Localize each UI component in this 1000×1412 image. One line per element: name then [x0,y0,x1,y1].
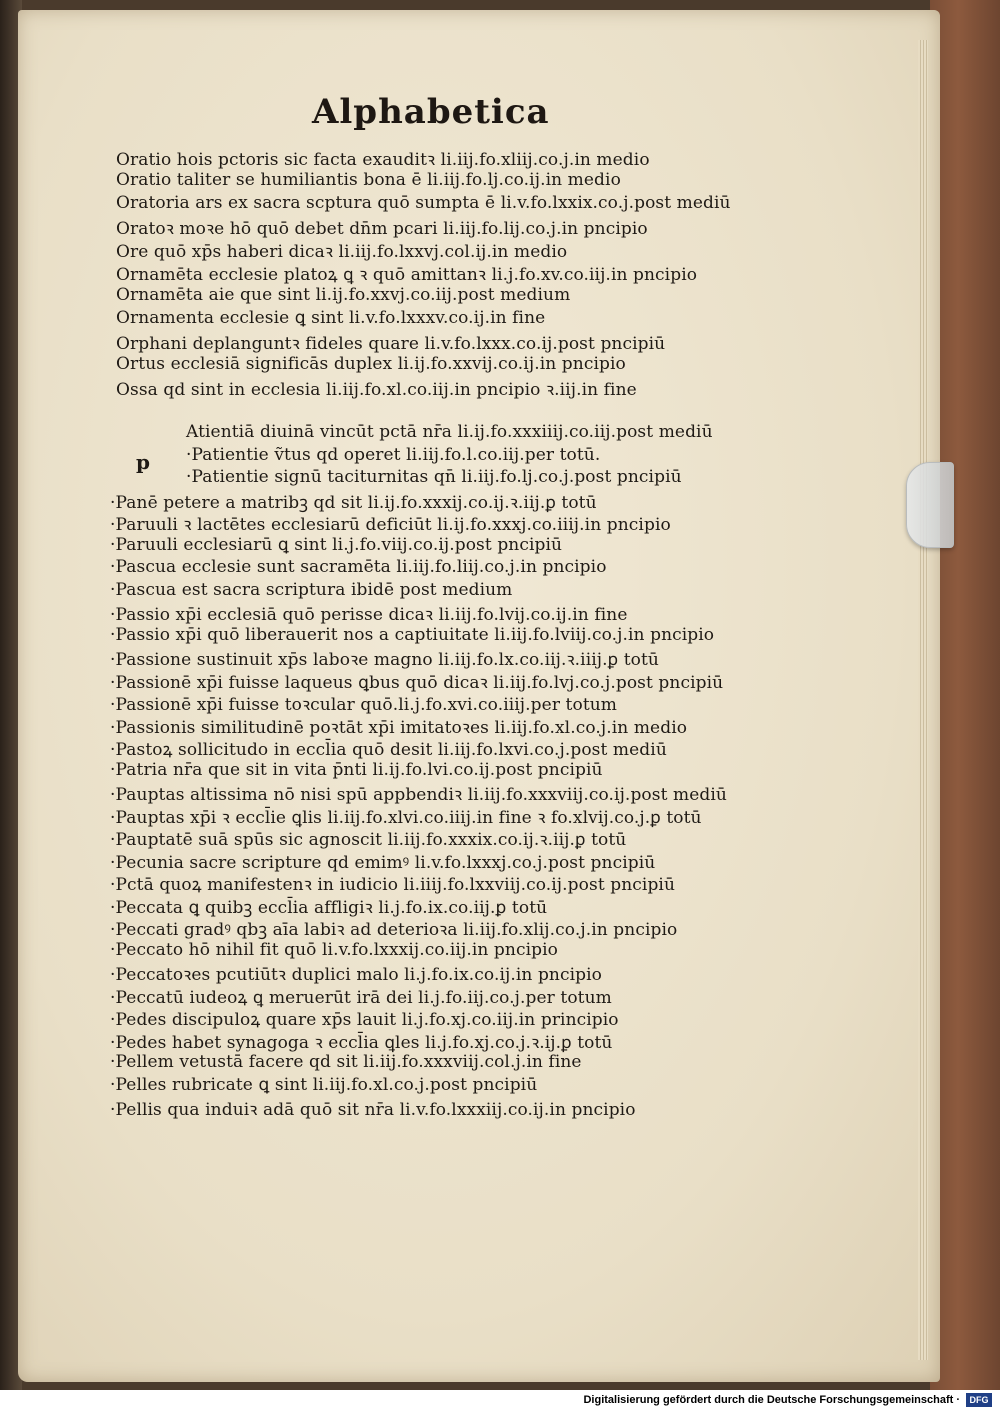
index-entry: ·Pauptas xp̄i ꝛ eccl̄ie ꝗlis li.iij.fo.xlvi.co.iiij.in fine ꝛ fo.xlvij.co.j.ꝑ totū [110,807,702,828]
index-entry: Oratoria ars ex sacra scptura quō sumpta ē li.v.fo.lxxix.co.j.post mediū [116,193,731,213]
index-entry: Ossa qd sint in ecclesia li.iij.fo.xl.co.iij.in pncipio ꝛ.iij.in fine [116,380,637,400]
page-heading: Alphabetica [312,92,550,132]
index-entry: ·Pastoꝝ sollicitudo in eccl̄ia quō desit li.iij.fo.lxvi.co.j.post mediū [110,740,667,760]
index-entry: Atientiā diuinā vincūt pctā nr̄a li.ij.fo.xxxiiij.co.iij.post mediū [186,422,713,442]
index-entry: ·Peccato hō nihil fit quō li.v.fo.lxxxij.co.iij.in pncipio [110,939,558,960]
dfg-logo: DFG [966,1393,992,1407]
index-entry: ·Paruuli ecclesiarū ꝗ sint li.j.fo.viij.co.ij.post pncipiū [110,534,563,555]
index-entry: Ornamēta aie que sint li.ij.fo.xxvj.co.iij.post medium [116,285,571,305]
index-entry: ·Paruuli ꝛ lactētes ecclesiarū deficiūt li.ij.fo.xxxj.co.iiij.in pncipio [110,515,671,535]
footer-bar [0,1390,1000,1412]
index-entry: ·Pascua est sacra scriptura ibidē post medium [110,579,513,600]
index-entry: ·Pedes habet synagoga ꝛ eccl̄ia ꝗles li.j.fo.xj.co.j.ꝛ.ij.ꝑ totū [110,1032,613,1053]
index-entry: ·Peccata ꝗ quibꝫ eccl̄ia affligiꝛ li.j.fo.ix.co.iij.ꝑ totū [110,897,548,918]
index-entry: ·Pauptas altissima nō nisi spū appbendiꝛ li.iij.fo.xxxviij.co.ij.post mediū [110,785,727,805]
index-entry: ·Patientie signū taciturnitas qn̄ li.iij.fo.lj.co.j.post pncipiū [186,467,682,487]
index-entry: ·Pedes discipuloꝝ quare xp̄s lauit li.j.fo.xj.co.iij.in principio [110,1010,619,1030]
index-entry: ·Pctā quoꝝ manifestenꝛ in iudicio li.iiij.fo.lxxviij.co.ij.post pncipiū [110,875,676,895]
index-entry: ·Pellis qua induiꝛ adā quō sit nr̄a li.v.fo.lxxxiij.co.ij.in pncipio [110,1100,636,1120]
index-entry: Ortus ecclesiā significās duplex li.ij.fo.xxvij.co.ij.in pncipio [116,354,626,374]
index-entry: ·Patientie ṽtus qd operet li.iij.fo.l.co.iij.per totū. [186,444,601,465]
index-entry: ·Panē petere a matribꝫ qd sit li.ij.fo.xxxij.co.ij.ꝛ.iij.ꝑ totū [110,492,597,513]
index-entry: Orphani deplanguntꝛ fideles quare li.v.fo.lxxx.co.ij.post pncipiū [116,334,666,354]
index-entry: ·Passio xp̄i ecclesiā quō perisse dicaꝛ li.iij.fo.lvij.co.ij.in fine [110,605,628,625]
index-entry: Ornamenta ecclesie ꝗ sint li.v.fo.lxxxv.co.ij.in fine [116,308,546,328]
section-letter: p [136,450,150,474]
index-entry: ·Peccatū iudeoꝝ ꝗ meruerūt irā dei li.j.fo.iij.co.j.per totum [110,987,612,1008]
index-entry: ·Pascua ecclesie sunt sacramēta li.iij.fo.liij.co.j.in pncipio [110,557,607,577]
index-entry: ·Peccati gradꝰ qbꝫ aīa labiꝛ ad deterioꝛa li.iij.fo.xlij.co.j.in pncipio [110,920,678,940]
index-entry: ·Pellem vetustā facere qd sit li.iij.fo.xxxviij.col.j.in fine [110,1052,582,1072]
index-entry: ·Passionē xp̄i fuisse laqueus ꝗbus quō dicaꝛ li.iij.fo.lvj.co.j.post pncipiū [110,672,724,693]
index-entry: ·Pecunia sacre scripture qd emimꝰ li.v.fo.lxxxj.co.j.post pncipiū [110,852,656,873]
index-entry: ·Passione sustinuit xp̄s laboꝛe magno li.iij.fo.lx.co.iij.ꝛ.iiij.ꝑ totū [110,650,659,670]
index-entry: Oratio hois pctoris sic facta exauditꝛ li.iij.fo.xliij.co.j.in medio [116,150,650,170]
page-edge [918,40,928,1360]
index-entry: Ore quō xp̄s haberi dicaꝛ li.iij.fo.lxxvj.col.ij.in medio [116,242,568,262]
binding-right [930,0,1000,1390]
page-clip [906,462,954,548]
index-entry: ·Passio xp̄i quō liberauerit nos a captiuitate li.iij.fo.lviij.co.j.in pncipio [110,624,715,645]
index-entry: ·Passionē xp̄i fuisse toꝛcular quō.li.j.fo.xvi.co.iiij.per totum [110,695,618,715]
footer-credit: Digitalisierung gefördert durch die Deutsche Forschungsgemeinschaft · [583,1394,960,1406]
index-entry: ·Pelles rubricate ꝗ sint li.iij.fo.xl.co.j.post pncipiū [110,1074,538,1095]
index-entry: ·Pauptatē suā spūs sic agnoscit li.iij.fo.xxxix.co.ij.ꝛ.iij.ꝑ totū [110,830,627,850]
index-entry: Oratio taliter se humiliantis bona ē li.iij.fo.lj.co.ij.in medio [116,170,621,190]
index-entry: ·Peccatoꝛes pcutiūtꝛ duplici malo li.j.fo.ix.co.ij.in pncipio [110,965,602,985]
index-entry: Oratoꝛ moꝛe hō quō debet dn̄m pcari li.iij.fo.lij.co.j.in pncipio [116,219,648,239]
index-entry: ·Passionis similitudinē poꝛtāt xp̄i imitatoꝛes li.iij.fo.xl.co.j.in medio [110,717,688,738]
index-entry: ·Patria nr̄a que sit in vita p̄nti li.ij.fo.lvi.co.ij.post pncipiū [110,759,603,780]
index-entry: Ornamēta ecclesie platoꝝ ꝗ ꝛ quō amittanꝛ li.j.fo.xv.co.iij.in pncipio [116,265,698,285]
